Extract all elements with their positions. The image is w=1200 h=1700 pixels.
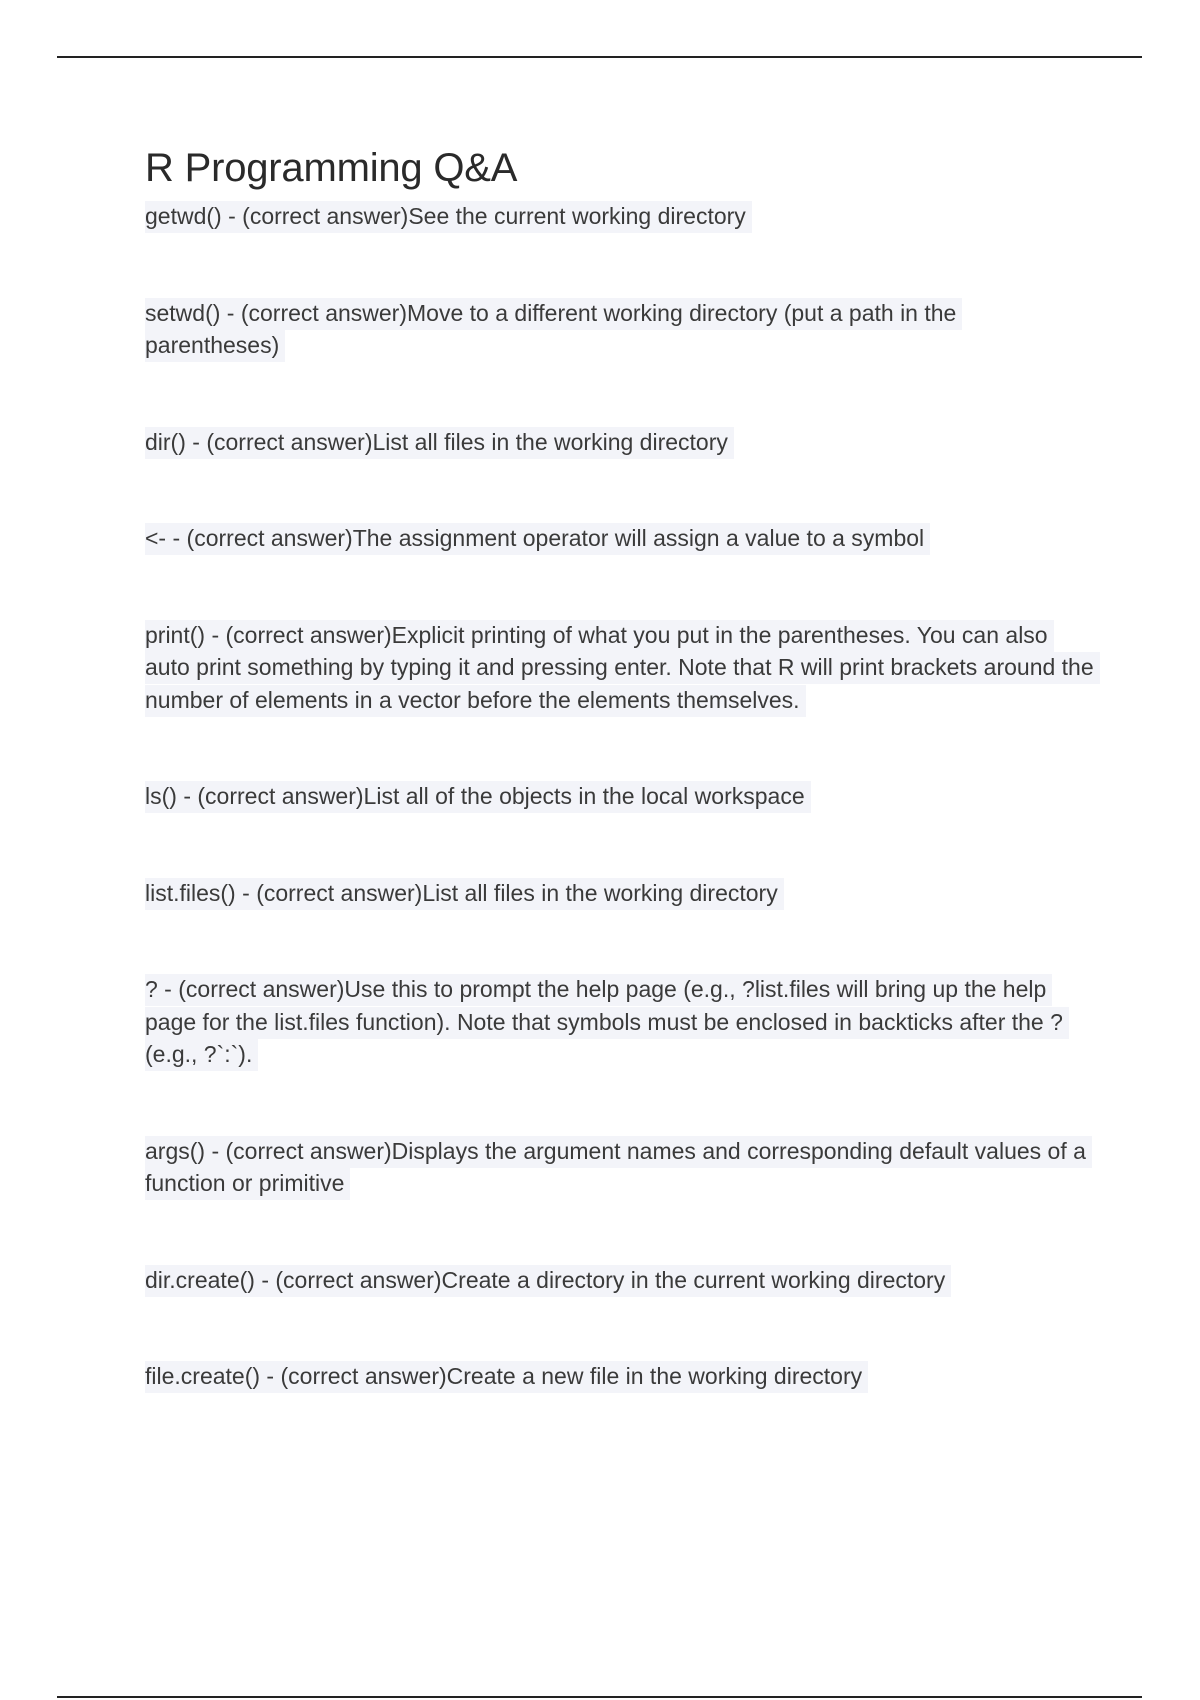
qa-term: print() (145, 621, 206, 648)
qa-separator: - (176, 783, 198, 809)
qa-term: file.create() (145, 1363, 261, 1389)
qa-highlight (145, 427, 734, 459)
qa-marker: (correct answer) (206, 428, 373, 455)
qa-separator: - (185, 428, 207, 455)
qa-answer: List all of the objects in the local workspace (363, 783, 805, 809)
qa-marker: (correct answer) (225, 621, 392, 648)
qa-separator: - (235, 879, 257, 906)
qa-separator: - (254, 1266, 276, 1293)
qa-highlight (145, 878, 784, 910)
qa-item (145, 522, 1095, 555)
qa-item (145, 1360, 1095, 1393)
qa-separator: - (166, 525, 187, 551)
qa-term: args() (145, 1137, 206, 1164)
qa-item (145, 780, 1095, 813)
qa-highlight (145, 781, 811, 813)
top-rule (57, 56, 1142, 58)
qa-marker: (correct answer) (225, 1137, 392, 1164)
qa-marker: (correct answer) (186, 525, 353, 551)
qa-item (145, 297, 1095, 362)
qa-answer: Use this to prompt the help page (e.g., ?list.files will bring up the help page for the list.files function). Note that symbols must be enclosed in backticks after the ? (e.g., ?`:`). (145, 976, 1063, 1067)
qa-item (145, 200, 1095, 233)
qa-item (145, 1264, 1095, 1297)
qa-answer: List all files in the working directory (372, 428, 728, 455)
qa-highlight (145, 1265, 951, 1297)
qa-term: dir() (145, 428, 186, 455)
qa-marker: (correct answer) (275, 1266, 442, 1293)
qa-term: ls() (145, 783, 177, 809)
qa-marker: (correct answer) (280, 1363, 447, 1389)
qa-separator: - (260, 1363, 281, 1389)
qa-answer: See the current working directory (408, 203, 746, 229)
qa-term: dir.create() (145, 1266, 255, 1293)
qa-highlight (145, 298, 962, 363)
qa-separator: - (220, 299, 241, 326)
qa-separator: - (205, 1137, 226, 1164)
qa-answer: Create a new file in the working directory (446, 1363, 863, 1389)
qa-separator: - (205, 621, 226, 648)
qa-highlight (145, 620, 1100, 717)
qa-term: getwd() (145, 203, 222, 229)
qa-marker: (correct answer) (178, 976, 345, 1002)
qa-highlight (145, 201, 752, 233)
qa-separator: - (221, 203, 243, 229)
qa-answer: Explicit printing of what you put in the parentheses. You can also auto print something by typing it and pressing enter. Note that R will print brackets around the number of elements in a vector before the elements themselves. (145, 621, 1094, 713)
qa-item (145, 973, 1095, 1071)
qa-term: setwd() (145, 299, 221, 326)
qa-list (145, 200, 1095, 1393)
qa-marker: (correct answer) (240, 299, 408, 326)
qa-term: ? (145, 976, 158, 1002)
qa-highlight (145, 974, 1069, 1071)
qa-item (145, 1135, 1095, 1200)
qa-answer: List all files in the working directory (422, 879, 778, 906)
document-body (145, 142, 1095, 1457)
qa-answer: Move to a different working directory (put a path in the parentheses) (145, 299, 957, 358)
qa-answer: Displays the argument names and corresponding default values of a function or primitive (145, 1137, 1086, 1196)
qa-answer: The assignment operator will assign a value to a symbol (352, 525, 925, 551)
qa-term: list.files() (145, 879, 236, 906)
qa-item (145, 877, 1095, 910)
qa-item (145, 426, 1095, 459)
qa-highlight (145, 523, 930, 555)
qa-marker: (correct answer) (197, 783, 364, 809)
qa-marker: (correct answer) (242, 203, 409, 229)
qa-term: <- (145, 525, 167, 551)
qa-highlight (145, 1361, 868, 1393)
qa-highlight (145, 1136, 1092, 1201)
bottom-rule (57, 1696, 1142, 1698)
page-title: R Programming Q&A (145, 146, 518, 190)
qa-separator: - (157, 976, 179, 1002)
qa-answer: Create a directory in the current working directory (441, 1266, 946, 1293)
qa-marker: (correct answer) (256, 879, 423, 906)
qa-item (145, 619, 1095, 717)
